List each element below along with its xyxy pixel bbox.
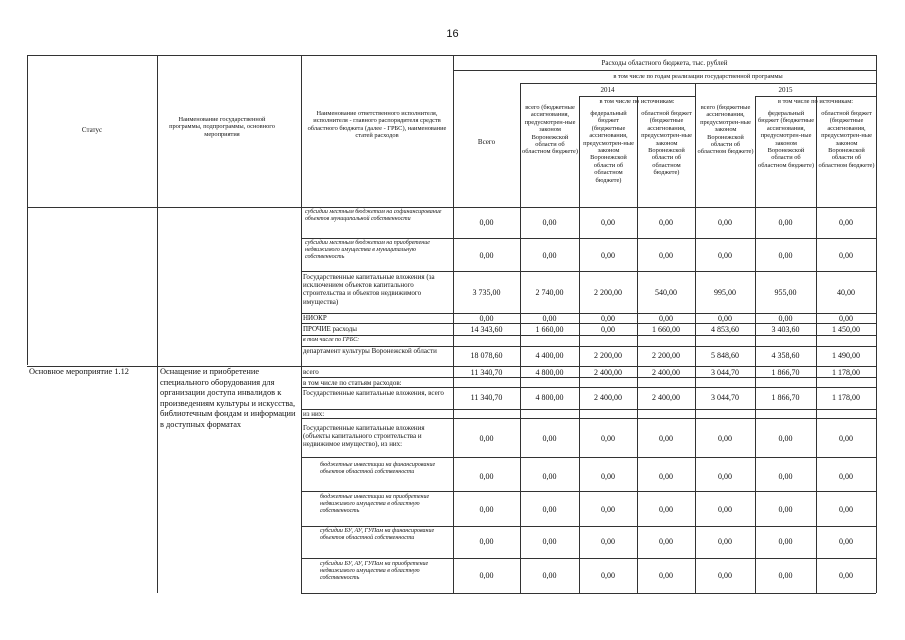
grid-line [301,238,876,239]
value-cell: 2 400,00 [652,393,680,402]
value-cell: 0,00 [542,472,557,481]
value-cell: 0,00 [839,314,853,323]
header-all-2015: всего (бюджетные ассигнования, предусмотрен-ные законом Воронежской области об областном бюджете) [697,104,754,156]
header-year-2014: 2014 [600,86,615,94]
value-cell: 4 800,00 [535,368,564,377]
grid-line [27,366,876,367]
header-expenses-title: Расходы областного бюджета, тыс. рублей [601,59,728,67]
page-number: 16 [446,28,459,40]
value-cell: 0,00 [479,571,494,580]
value-cell: 0,00 [479,314,494,323]
grid-line [157,55,158,593]
row-label: субсидии БУ, АУ, ГУПам на финансирование объектов областной собственности [320,528,435,541]
value-cell: 1 178,00 [832,393,860,402]
header-federal-2014: федеральный бюджет (бюджетные ассигнования, предусмотрен-ные законом Воронежской области об областном бюджете) [583,110,634,184]
value-cell: 18 078,60 [470,351,503,360]
header-executor: Наименование ответственного исполнителя, исполнителя - главного распорядителя средств областного бюджета (далее - ГРБС), наименование статей расходов [307,110,447,140]
value-cell: 0,00 [659,571,673,580]
activity-name: Оснащение и приобретение специального оборудования для организации доступа инвалидов к произведениям культуры и искусства, библиотечным фондам и информации в доступных форматах [160,367,296,429]
value-cell: 0,00 [479,251,494,260]
value-cell: 0,00 [659,472,673,481]
value-cell: 0,00 [479,218,494,227]
header-by-years: в том числе по годам реализации государственной программы [613,73,783,80]
grid-line [27,55,28,365]
value-cell: 0,00 [718,218,732,227]
value-cell: 0,00 [778,434,793,443]
value-cell: 995,00 [714,288,736,297]
value-cell: 5 848,60 [711,351,739,360]
value-cell: 0,00 [839,472,853,481]
row-label: в том числе по статьям расходов: [303,379,402,387]
value-cell: 1 490,00 [832,351,860,360]
value-cell: 0,00 [718,505,732,514]
value-cell: 0,00 [778,472,793,481]
value-cell: 0,00 [542,571,557,580]
header-federal-2015: федеральный бюджет (бюджетные ассигнования, предусмотрен-ные законом Воронежской области об областном бюджете) [757,110,815,169]
header-by-sources-2015: в том числе по источникам: [777,98,854,105]
value-cell: 3 044,70 [711,393,739,402]
header-total: Всего [477,138,496,146]
value-cell: 2 200,00 [594,351,622,360]
row-label: Государственные капитальные вложения (за исключением объектов капитального строительства и объектов недвижимого имущества) [303,273,435,306]
value-cell: 2 200,00 [594,288,622,297]
row-label: всего [303,368,319,376]
grid-line [876,55,877,593]
row-label: субсидии БУ, АУ, ГУПам на приобретение недвижимого имущества в областную собственность [320,561,429,581]
value-cell: 0,00 [659,537,673,546]
value-cell: 0,00 [601,218,615,227]
value-cell: 0,00 [718,314,732,323]
value-cell: 0,00 [479,505,494,514]
grid-line [520,83,521,593]
grid-line [520,83,876,84]
grid-line [301,558,876,559]
value-cell: 0,00 [479,537,494,546]
header-regional-2014: областной бюджет (бюджетные ассигнования, предусмотрен-ные законом Воронежской области об областном бюджете) [641,110,692,177]
value-cell: 14 343,60 [470,325,503,334]
value-cell: 1 866,70 [771,393,800,402]
value-cell: 1 660,00 [535,325,564,334]
value-cell: 4 853,60 [711,325,739,334]
value-cell: 0,00 [839,218,853,227]
row-label: субсидии местным бюджетам на софинансирование объектов муниципальной собственности [305,209,442,222]
value-cell: 0,00 [601,434,615,443]
header-year-2015: 2015 [778,86,793,94]
value-cell: 4 800,00 [535,393,564,402]
row-label: Государственные капитальные вложения (объекты капитального строительства и недвижимое имущество), из них: [303,424,425,449]
value-cell: 0,00 [778,537,793,546]
row-label: Государственные капитальные вложения, всего [303,389,444,397]
grid-line [301,323,876,324]
value-cell: 0,00 [778,251,793,260]
grid-line [816,96,817,593]
value-cell: 0,00 [479,434,494,443]
value-cell: 0,00 [542,251,557,260]
value-cell: 0,00 [601,325,615,334]
value-cell: 40,00 [837,288,855,297]
grid-line [301,526,876,527]
value-cell: 3 044,70 [711,368,739,377]
grid-line [301,55,302,593]
grid-line [301,418,876,419]
grid-line [301,593,876,594]
grid-line [301,271,876,272]
value-cell: 540,00 [655,288,677,297]
grid-line [27,207,876,208]
row-label: департамент культуры Воронежской области [303,347,437,355]
row-label: из них: [303,410,325,418]
row-label: НИОКР [303,314,327,322]
value-cell: 0,00 [659,218,673,227]
value-cell: 0,00 [718,571,732,580]
grid-line [579,96,695,97]
grid-line [755,96,756,593]
value-cell: 955,00 [774,288,797,297]
value-cell: 0,00 [718,537,732,546]
value-cell: 2 740,00 [535,288,564,297]
value-cell: 3 403,60 [771,325,800,334]
row-label: в том числе по ГРБС: [303,337,360,343]
value-cell: 0,00 [718,472,732,481]
value-cell: 0,00 [778,314,793,323]
grid-line [695,83,696,593]
activity-status: Основное мероприятие 1.12 [29,367,129,376]
value-cell: 3 735,00 [472,288,501,297]
value-cell: 0,00 [542,314,557,323]
row-label: бюджетные инвестиции на финансирование объектов областной собственности [320,462,436,475]
grid-line [301,491,876,492]
header-by-sources-2014: в том числе по источникам: [599,98,675,105]
value-cell: 1 866,70 [771,368,800,377]
header-status: Статус [81,126,103,134]
value-cell: 0,00 [839,537,853,546]
value-cell: 0,00 [542,434,557,443]
grid-line [301,377,876,378]
value-cell: 0,00 [659,434,673,443]
value-cell: 0,00 [839,434,853,443]
row-label: бюджетные инвестиции на приобретение недвижимого имущества в областную собственность [320,494,430,514]
grid-line [301,409,876,410]
value-cell: 0,00 [542,537,557,546]
value-cell: 2 400,00 [594,393,622,402]
value-cell: 0,00 [659,505,673,514]
grid-line [453,70,876,71]
value-cell: 0,00 [601,472,615,481]
value-cell: 0,00 [718,434,732,443]
value-cell: 0,00 [778,571,793,580]
value-cell: 4 400,00 [535,351,564,360]
value-cell: 0,00 [839,251,853,260]
value-cell: 2 400,00 [594,368,622,377]
value-cell: 0,00 [601,571,615,580]
value-cell: 2 400,00 [652,368,680,377]
value-cell: 0,00 [659,314,673,323]
value-cell: 0,00 [542,218,557,227]
grid-line [301,457,876,458]
value-cell: 0,00 [601,537,615,546]
value-cell: 0,00 [778,505,793,514]
value-cell: 1 450,00 [832,325,860,334]
value-cell: 0,00 [839,571,853,580]
value-cell: 0,00 [718,251,732,260]
value-cell: 0,00 [479,472,494,481]
value-cell: 0,00 [659,251,673,260]
value-cell: 2 200,00 [652,351,680,360]
value-cell: 11 340,70 [470,368,503,377]
value-cell: 0,00 [601,314,615,323]
row-label: субсидии местным бюджетам на приобретение недвижимого имущества в муниципальную собственность [305,240,430,260]
grid-line [637,96,638,593]
grid-line [301,335,876,336]
grid-line [27,55,876,56]
header-program-name: Наименование государственной программы, подпрограммы, основного мероприятия [169,116,275,138]
value-cell: 1 660,00 [652,325,680,334]
value-cell: 1 178,00 [832,368,860,377]
header-regional-2015: областной бюджет (бюджетные ассигнования, предусмотрен-ные законом Воронежской области об областном бюджете) [818,110,875,169]
value-cell: 0,00 [542,505,557,514]
row-label: ПРОЧИЕ расходы [303,325,357,333]
value-cell: 0,00 [778,218,793,227]
value-cell: 11 340,70 [470,393,503,402]
grid-line [755,96,876,97]
grid-line [579,96,580,593]
value-cell: 0,00 [601,505,615,514]
value-cell: 0,00 [601,251,615,260]
value-cell: 4 358,60 [771,351,800,360]
value-cell: 0,00 [839,505,853,514]
header-all-2014: всего (бюджетные ассигнования, предусмотрен-ные законом Воронежской области об областном бюджете) [522,104,578,156]
